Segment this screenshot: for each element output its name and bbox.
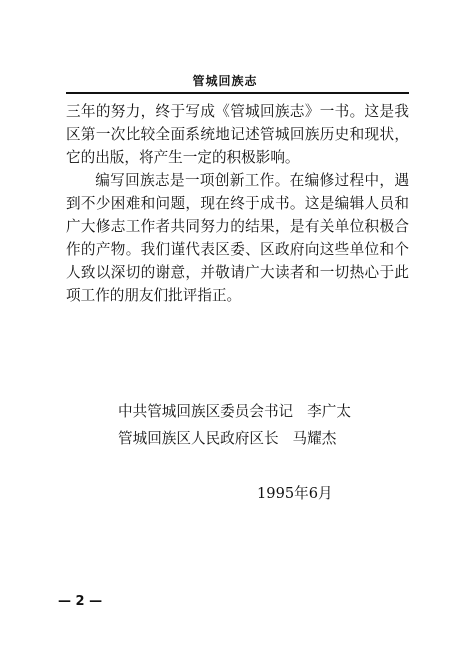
header-rule bbox=[66, 92, 409, 94]
signatory-name: 马耀杰 bbox=[292, 430, 337, 447]
signature-block bbox=[118, 398, 351, 452]
signatory-name: 李广太 bbox=[307, 403, 351, 420]
signature-line bbox=[118, 425, 351, 452]
signature-line bbox=[118, 398, 351, 425]
date: 1995年6月 bbox=[257, 485, 333, 502]
page-number: — 2 — bbox=[58, 594, 103, 609]
paragraph-continued: 三年的努力，终于写成《管城回族志》一书。这是我区第一次比较全面系统地记述管城回族历史和现状，它的出版，将产生一定的积极影响。 bbox=[66, 103, 409, 166]
signatory-title: 中共管城回族区委员会书记 bbox=[118, 403, 294, 420]
running-header: 管城回族志 bbox=[192, 74, 258, 88]
paragraph: 编写回族志是一项创新工作。在编修过程中，遇到不少困难和问题，现在终于成书。这是编辑人员和广大修志工作者共同努力的结果，是有关单位积极合作的产物。我们谨代表区委、区政府向这些单位和个人致以深切的谢意，并敬请广大读者和一切热心于此项工作的朋友们批评指正。 bbox=[66, 172, 409, 304]
body-text bbox=[66, 100, 409, 307]
signatory-title: 管城回族区人民政府区长 bbox=[118, 430, 279, 447]
